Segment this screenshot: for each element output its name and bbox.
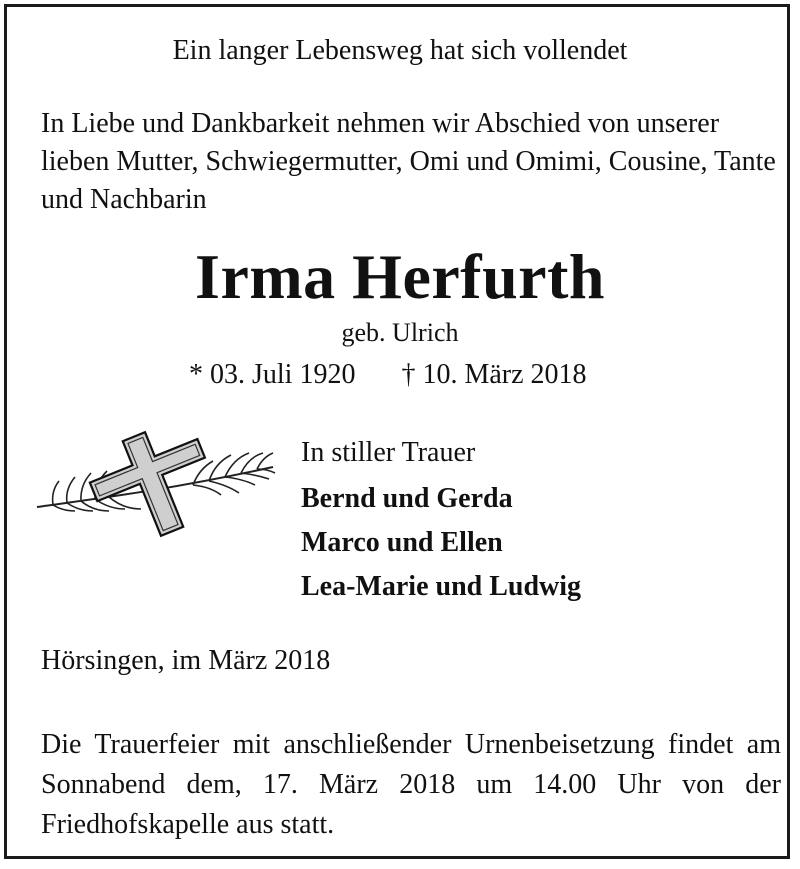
death-date: † 10. März 2018	[401, 359, 587, 390]
notice-heading: Ein langer Lebensweg hat sich vollendet	[172, 35, 628, 66]
life-dates	[189, 357, 587, 393]
mourner-name: Bernd und Gerda	[301, 483, 513, 514]
intro-text: In Liebe und Dankbarkeit nehmen wir Abschied von unserer lieben Mutter, Schwiegermutter, Omi und Omimi, Cousine, Tante und Nachbarin	[41, 108, 776, 215]
mourning-intro: In stiller Trauer	[301, 437, 476, 468]
funeral-note: Die Trauerfeier mit anschließender Urnenbeisetzung findet am Sonnabend dem, 17. März 2018 um 14.00 Uhr von der Friedhofskapelle aus statt.	[41, 729, 781, 840]
birth-name: geb. Ulrich	[341, 318, 459, 347]
place-and-date: Hörsingen, im März 2018	[41, 645, 331, 676]
cross-with-palm-branch-icon	[33, 429, 281, 539]
mourner-name: Lea-Marie und Ludwig	[301, 571, 582, 602]
birth-date: * 03. Juli 1920	[189, 359, 356, 390]
deceased-name: Irma Herfurth	[195, 241, 605, 312]
mourner-name: Marco und Ellen	[301, 527, 503, 558]
notice-frame	[4, 4, 790, 859]
